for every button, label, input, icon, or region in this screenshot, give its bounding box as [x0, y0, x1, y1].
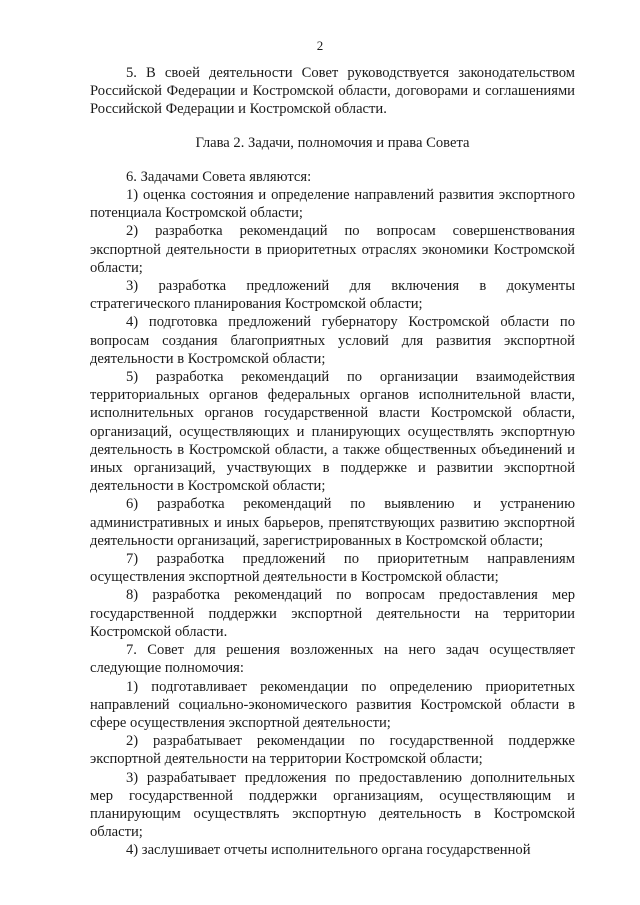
- chapter-heading: Глава 2. Задачи, полномочия и права Совета: [195, 134, 470, 151]
- paragraph-6-item-4: 4) подготовка предложений губернатору Костромской области по вопросам создания благоприятных условий для развития экспортной деятельности в Костромской области;: [90, 314, 575, 367]
- paragraph-6-item-3: 3) разработка предложений для включения в документы стратегического планирования Костромской области;: [90, 278, 575, 313]
- paragraph-6-item-7: 7) разработка предложений по приоритетным направлениям осуществления экспортной деятельности в Костромской области;: [90, 551, 575, 586]
- paragraph-6-item-2: 2) разработка рекомендаций по вопросам совершенствования экспортной деятельности в приоритетных отраслях экономики Костромской области;: [90, 223, 575, 276]
- paragraph-6-item-8: 8) разработка рекомендаций по вопросам предоставления мер государственной поддержки экспортной деятельности на территории Костромской области.: [90, 587, 575, 640]
- paragraph-6-item-5: 5) разработка рекомендаций по организации взаимодействия территориальных органов федеральных органов исполнительной власти, исполнительных органов государственной власти Костромской области, организаций, осуществляющих и планирующих осуществлять экспортную деятельность в Костромской области, а также общественных объединений и иных организаций, участвующих в поддержке и развитии экспортной деятельности в Костромской области;: [90, 369, 575, 495]
- paragraph-6-intro: 6. Задачами Совета являются:: [126, 168, 312, 185]
- paragraph-7-item-4: 4) заслушивает отчеты исполнительного органа государственной: [126, 842, 531, 859]
- paragraph-7-item-2: 2) разрабатывает рекомендации по государственной поддержке экспортной деятельности на территории Костромской области;: [90, 733, 575, 768]
- paragraph-6-item-1: 1) оценка состояния и определение направлений развития экспортного потенциала Костромской области;: [90, 187, 575, 222]
- page-number: 2: [316, 38, 324, 53]
- paragraph-7-intro: 7. Совет для решения возложенных на него задач осуществляет следующие полномочия:: [90, 642, 575, 677]
- paragraph-7-item-3: 3) разрабатывает предложения по предоставлению дополнительных мер государственной поддержки организациям, осуществляющим и планирующим осуществлять экспортную деятельность в Костромской области;: [90, 769, 575, 841]
- paragraph-7-item-1: 1) подготавливает рекомендации по определению приоритетных направлений социально-экономического развития Костромской области в сфере осуществления экспортной деятельности;: [90, 678, 575, 731]
- paragraph-5: 5. В своей деятельности Совет руководствуется законодательством Российской Федерации и Костромской области, договорами и соглашениями Российской Федерации и Костромской области.: [90, 65, 575, 118]
- paragraph-6-item-6: 6) разработка рекомендаций по выявлению и устранению административных и иных барьеров, препятствующих развитию экспортной деятельности организаций, зарегистрированных в Костромской области;: [90, 496, 575, 549]
- document-body: [90, 64, 575, 860]
